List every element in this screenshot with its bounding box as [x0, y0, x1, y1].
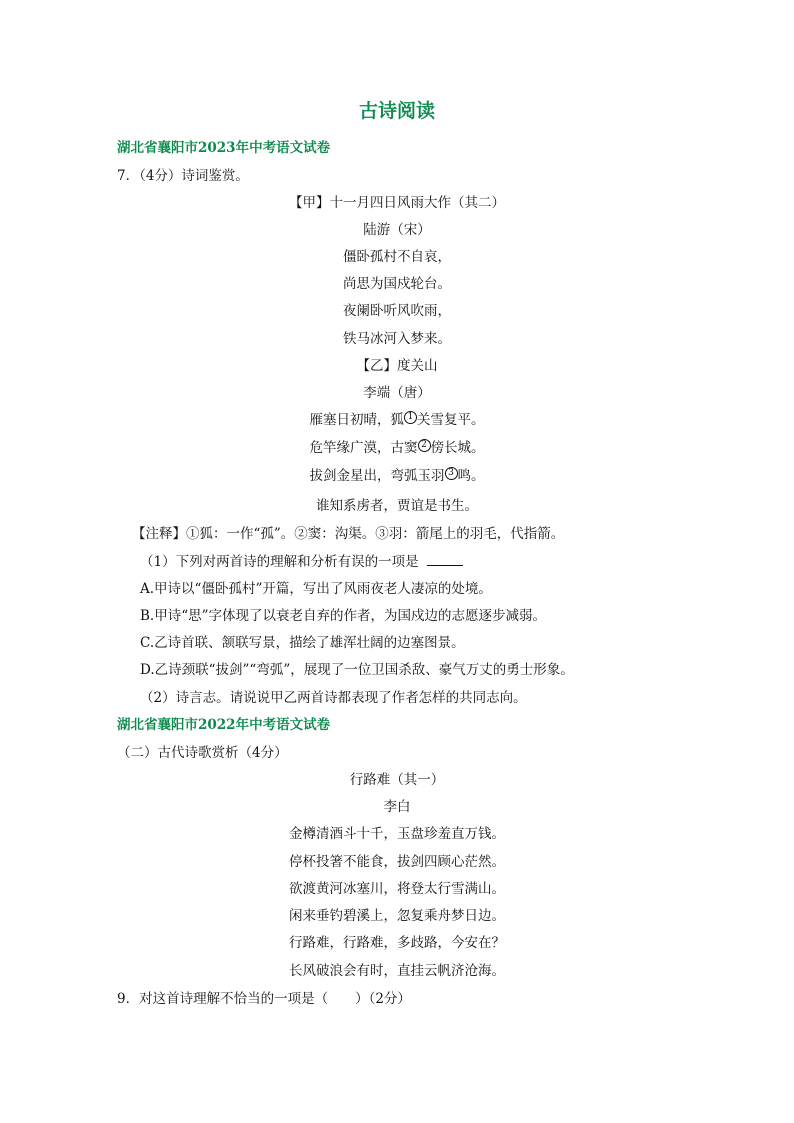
page-title: 古诗阅读 — [358, 100, 435, 122]
poem-a-line: 夜阑卧听风吹雨， — [343, 303, 451, 319]
question-7-1: （1）下列对两首诗的理解和分析有误的一项是 — [140, 550, 463, 570]
poem-a-author: 陆游（宋） — [363, 222, 431, 238]
footnote-marker: 3 — [445, 467, 458, 480]
poem-heading: 行路难（其一） — [349, 772, 445, 788]
poem-b-line: 雁塞日初晴，狐 1 关雪复平。 — [309, 411, 485, 428]
option-d: D.乙诗颈联“拔剑”“弯弧”，展现了一位卫国杀敌、豪气万丈的勇士形象。 — [140, 662, 574, 678]
section-heading: （二）古代诗歌赏析（4分） — [117, 745, 288, 761]
poem-author: 李白 — [383, 799, 411, 815]
poem-a-line: 僵卧孤村不自哀， — [343, 249, 451, 265]
question-7-2: （2）诗言志。请说说甲乙两首诗都表现了作者怎样的共同志向。 — [140, 690, 527, 706]
poem-a-line: 铁马冰河入梦来。 — [343, 331, 451, 347]
poem-line: 停杯投箸不能食，拔剑四顾心茫然。 — [289, 854, 505, 870]
exam-source-2023: 湖北省襄阳市2023年中考语文试卷 — [117, 140, 331, 156]
question-9: 9．对这首诗理解不恰当的一项是（ ）（2分） — [117, 991, 411, 1007]
annotation-note: 【注释】①狐：一作“孤”。②窦：沟渠。③羽：箭尾上的羽毛，代指箭。 — [132, 526, 565, 542]
poem-b-author: 李端（唐） — [363, 385, 431, 401]
poem-a-line: 尚思为国戍轮台。 — [343, 276, 451, 292]
poem-b-line: 谁知系虏者，贾谊是书生。 — [316, 498, 478, 514]
poem-line: 行路难，行路难，多歧路，今安在？ — [289, 935, 505, 951]
poem-line: 欲渡黄河冰塞川，将登太行雪满山。 — [289, 881, 505, 897]
option-a: A.甲诗以“僵卧孤村”开篇，写出了风雨夜老人凄凉的处境。 — [140, 581, 492, 597]
option-c: C.乙诗首联、颔联写景，描绘了雄浑壮阔的边塞图景。 — [140, 635, 465, 651]
answer-blank[interactable] — [427, 553, 463, 566]
footnote-marker: 2 — [418, 439, 431, 452]
exam-source-2022: 湖北省襄阳市2022年中考语文试卷 — [117, 717, 331, 733]
poem-a-heading: 【甲】十一月四日风雨大作（其二） — [289, 195, 505, 211]
poem-line: 金樽清酒斗十千，玉盘珍羞直万钱。 — [289, 826, 505, 842]
poem-line: 长风破浪会有时，直挂云帆济沧海。 — [289, 963, 505, 979]
poem-line: 闲来垂钓碧溪上，忽复乘舟梦日边。 — [289, 908, 505, 924]
option-b: B.甲诗“思”字体现了以衰老自弃的作者，为国戍边的志愿逐步减弱。 — [140, 608, 547, 624]
poem-b-line: 危竿缘广漠，古窦 2 傍长城。 — [309, 439, 485, 456]
poem-b-line: 拔剑金星出，弯弧玉羽 3 鸣。 — [309, 467, 485, 484]
poem-b-heading: 【乙】度关山 — [356, 358, 438, 374]
question-7: 7．（4分）诗词鉴赏。 — [117, 168, 249, 184]
footnote-marker: 1 — [404, 411, 417, 424]
